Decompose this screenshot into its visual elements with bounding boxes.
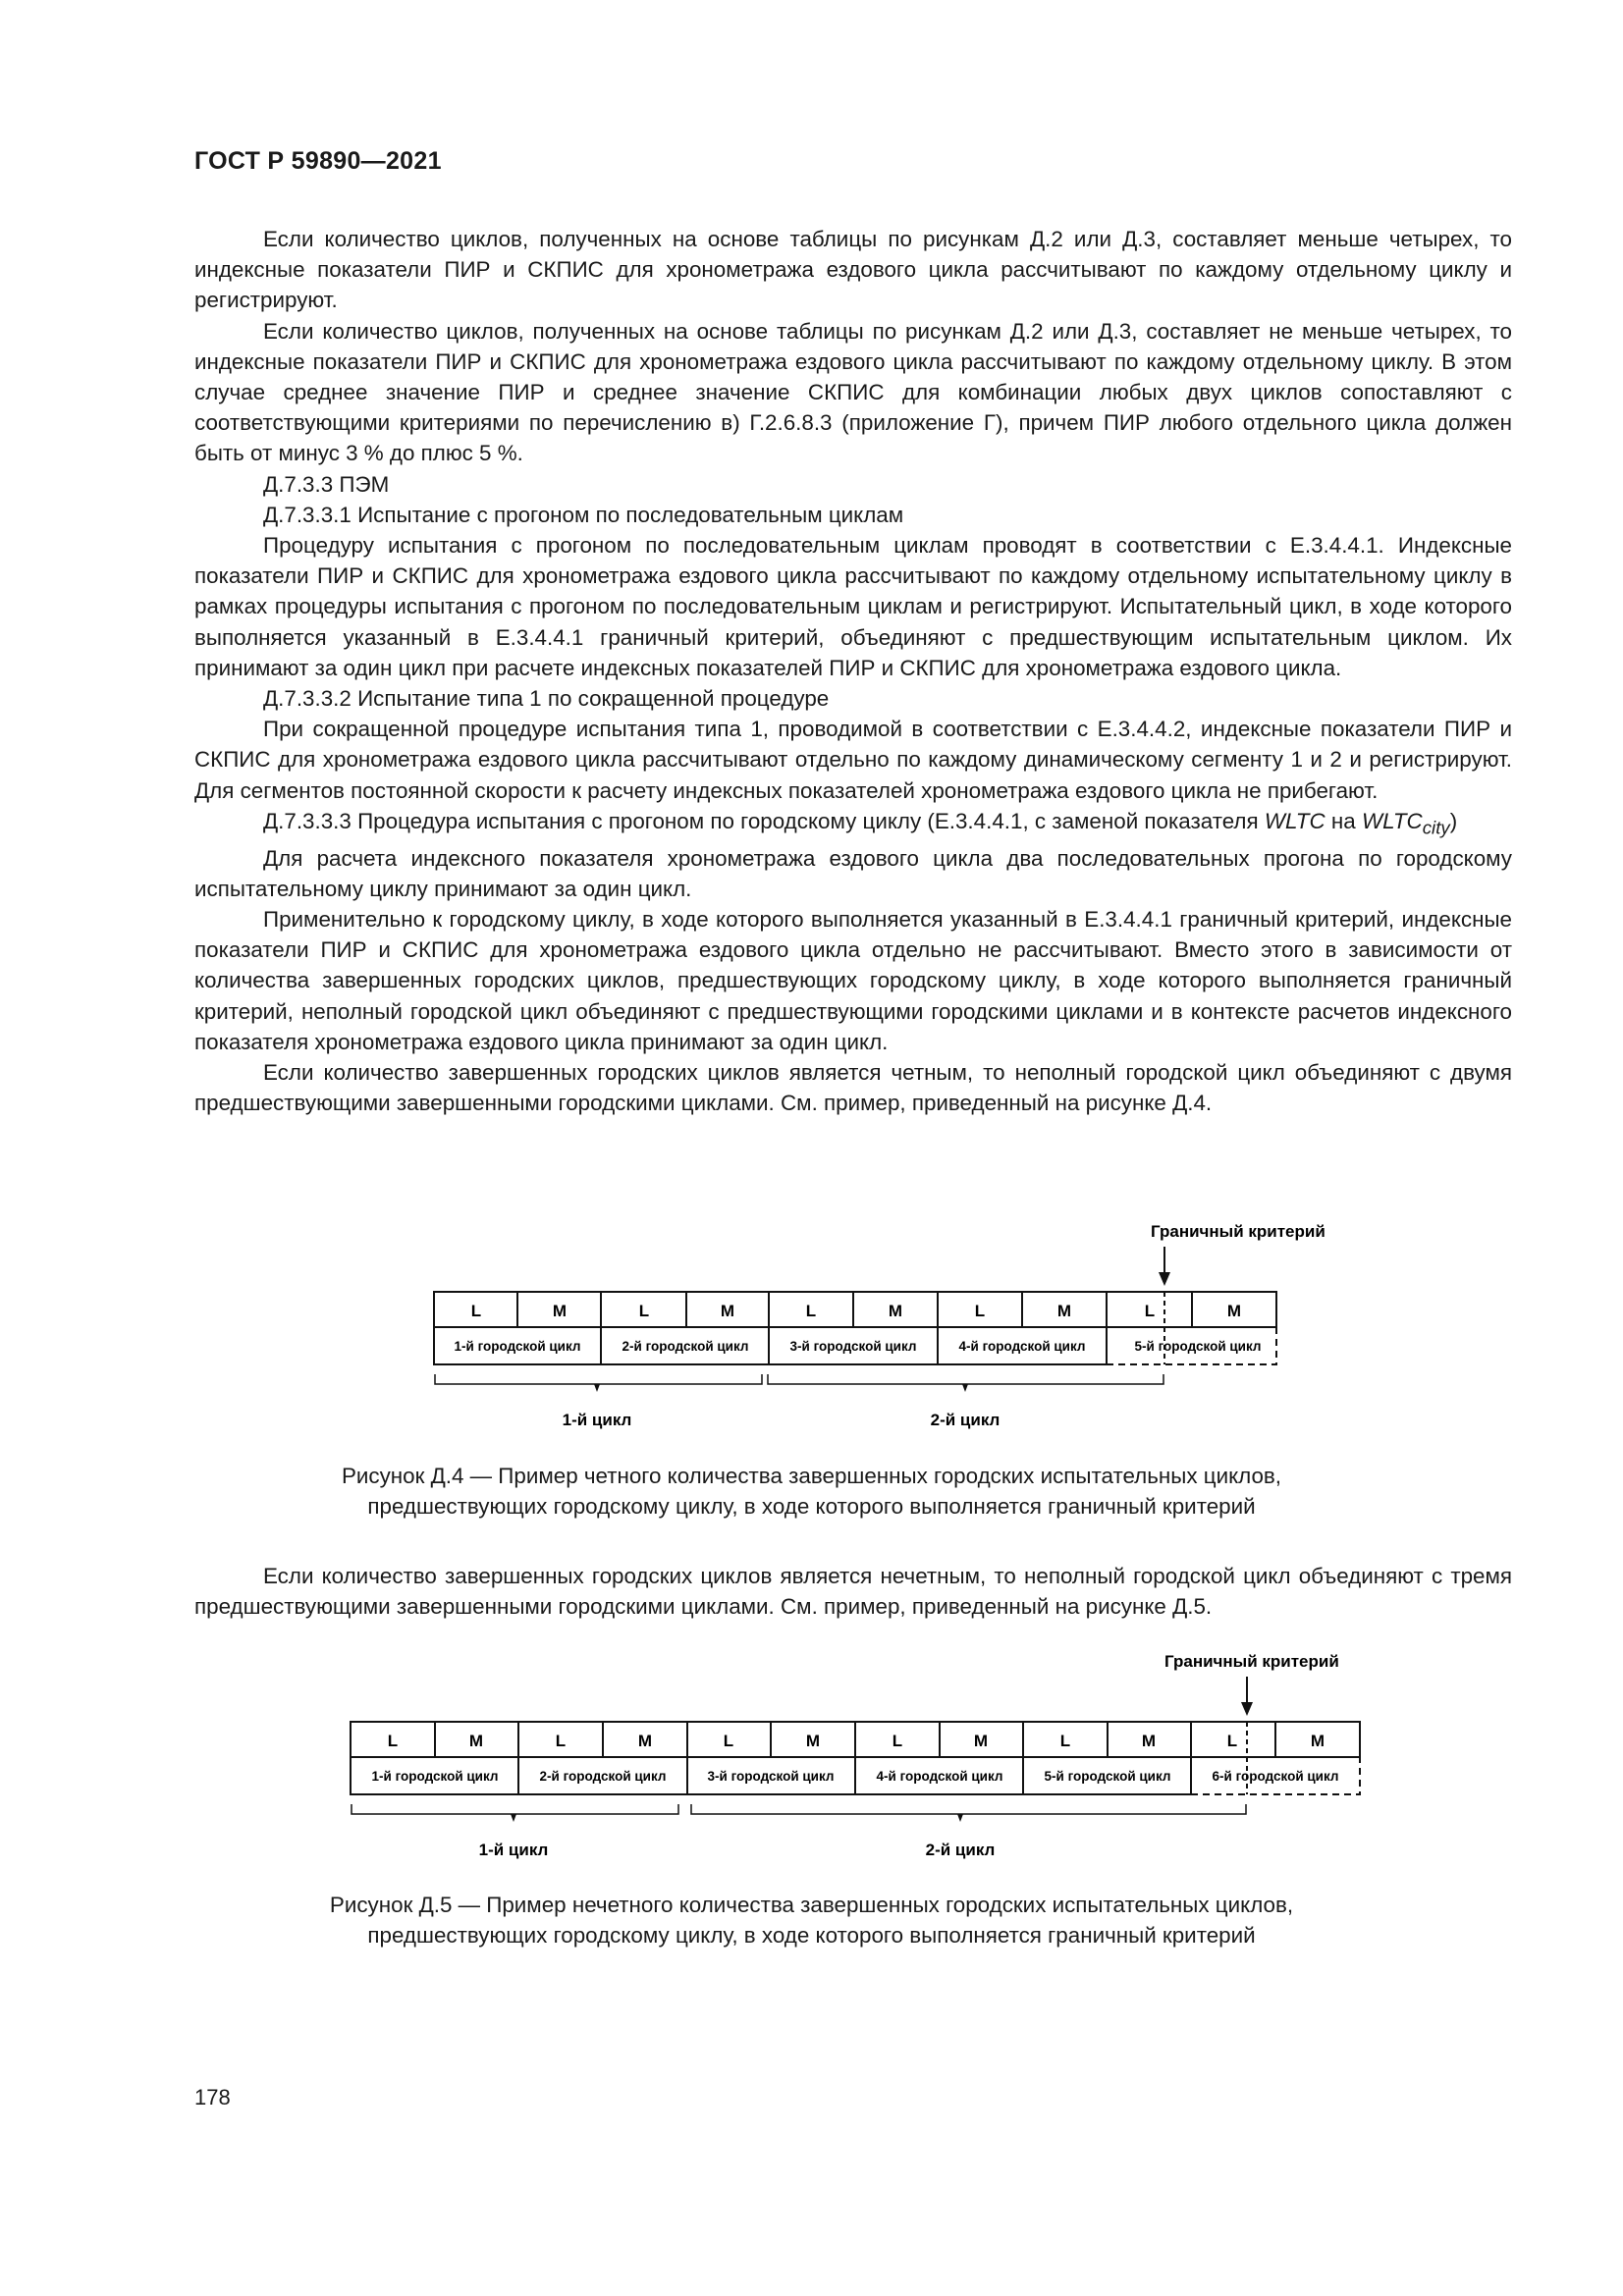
boundary-criterion-label: Граничный критерий: [1164, 1652, 1339, 1671]
phase-label: M: [1141, 1732, 1157, 1750]
cycle-label: 2-й городской цикл: [622, 1339, 749, 1354]
phase-label: M: [552, 1302, 568, 1320]
phase-label: M: [888, 1302, 903, 1320]
phase-label: L: [555, 1732, 567, 1750]
phase-label: L: [892, 1732, 903, 1750]
figure-d4-caption: [0, 1461, 1623, 1522]
caption-line: Рисунок Д.4 — Пример четного количества завершенных городских испытательных циклов,: [341, 1464, 1282, 1488]
cycle-label: 2-й городской цикл: [539, 1769, 667, 1784]
wltc-city-sub: city: [1422, 817, 1450, 838]
paragraph: Для расчета индексного показателя хронометража ездового цикла два последовательных прогона по городскому испытательному циклу принимают за один цикл.: [194, 845, 1512, 901]
phase-label: M: [973, 1732, 989, 1750]
wltc-city-base: WLTC: [1361, 808, 1423, 833]
group-bracket-1: [435, 1374, 762, 1384]
cycle-label: 1-й городской цикл: [371, 1769, 499, 1784]
group-label: 1-й цикл: [562, 1411, 632, 1429]
phase-label: M: [1056, 1302, 1072, 1320]
cycle-label: 3-й городской цикл: [789, 1339, 917, 1354]
cycle-label: 1-й городской цикл: [454, 1339, 581, 1354]
phase-label: M: [637, 1732, 653, 1750]
caption-line: Рисунок Д.5 — Пример нечетного количества завершенных городских испытательных циклов,: [329, 1893, 1294, 1917]
wltc-city-term: [1361, 808, 1450, 838]
phase-label: L: [470, 1302, 482, 1320]
phase-label: L: [387, 1732, 399, 1750]
paragraph: Применительно к городскому циклу, в ходе которого выполняется указанный в Е.3.4.4.1 граничный критерий, индексные показатели ПИР и СКПИС для хронометража ездового цикла отдельно не рассчитывают. Вместо этого в зависимости от количества завершенных городских циклов, предшествующих городскому циклу, в ходе которого выполняется граничный критерий, неполный городской цикл объединяют с предшествующими городскими циклами и в контексте расчетов индексного показателя хронометража ездового цикла принимают за один цикл.: [194, 906, 1512, 1054]
cycle-label: 4-й городской цикл: [876, 1769, 1003, 1784]
phase-label: M: [1226, 1302, 1242, 1320]
caption-line: предшествующих городскому циклу, в ходе которого выполняется граничный критерий: [367, 1494, 1256, 1519]
phase-label: M: [1310, 1732, 1325, 1750]
paragraph: Процедуру испытания с прогоном по последовательным циклам проводят в соответствии с Е.3.4.4.1. Индексные показатели ПИР и СКПИС для хронометража ездового цикла рассчитывают по каждому отдельному испытательному циклу в рамках процедуры испытания с прогоном по последовательным циклам и регистрируют. Испытательный цикл, в ходе которого выполняется указанный в Е.3.4.4.1 граничный критерий, объединяют с предшествующим испытательным циклом. Их принимают за один цикл при расчете индексных показателей ПИР и СКПИС для хронометража ездового цикла.: [194, 533, 1512, 680]
page-number: 178: [194, 2085, 231, 2109]
group-label: 2-й цикл: [930, 1411, 1001, 1429]
cycle-label: 4-й городской цикл: [958, 1339, 1086, 1354]
boundary-criterion-label: Граничный критерий: [1151, 1222, 1325, 1241]
caption-line: предшествующих городскому циклу, в ходе которого выполняется граничный критерий: [367, 1923, 1256, 1948]
wltc-term: WLTC: [1264, 808, 1325, 833]
cycle-label: 5-й городской цикл: [1134, 1339, 1262, 1354]
d7333-na: на: [1330, 808, 1356, 833]
group-label: 2-й цикл: [925, 1841, 996, 1859]
body-text: [194, 224, 1512, 1118]
group-bracket-2: [691, 1804, 1246, 1814]
group-bracket-2: [768, 1374, 1163, 1384]
phase-label: L: [1144, 1302, 1156, 1320]
cycle-label: 5-й городской цикл: [1044, 1769, 1171, 1784]
document-header: ГОСТ Р 59890—2021: [194, 147, 442, 175]
group-label: 1-й цикл: [478, 1841, 549, 1859]
section-heading: Д.7.3.3 ПЭМ: [263, 471, 390, 497]
phase-label: L: [638, 1302, 650, 1320]
group-bracket-1: [352, 1804, 678, 1814]
paragraph: При сокращенной процедуре испытания типа 1, проводимой в соответствии с Е.3.4.4.2, индексные показатели ПИР и СКПИС для хронометража ездового цикла рассчитывают отдельно по каждому динамическому сегменту 1 и 2 и регистрируют. Для сегментов постоянной скорости к расчету индексных показателей хронометража ездового цикла не прибегают.: [194, 717, 1512, 803]
figure-d5-caption: [0, 1890, 1623, 1950]
phase-label: L: [723, 1732, 734, 1750]
section-heading: Д.7.3.3.1 Испытание с прогоном по последовательным циклам: [263, 502, 904, 527]
phase-label: L: [974, 1302, 986, 1320]
boundary-arrow-icon: [1241, 1702, 1253, 1716]
paragraph: Если количество циклов, полученных на основе таблицы по рисункам Д.2 или Д.3, составляет не меньше четырех, то индексные показатели ПИР и СКПИС для хронометража ездового цикла рассчитывают по каждому отдельному циклу. В этом случае среднее значение ПИР и среднее значение СКПИС для комбинации любых двух циклов сопоставляют с соответствующими критериями по перечислению в) Г.2.6.8.3 (приложение Г), причем ПИР любого отдельного цикла должен быть от минус 3 % до плюс 5 %.: [194, 318, 1512, 466]
phase-label: L: [805, 1302, 817, 1320]
section-heading-d7333: [194, 806, 1512, 843]
d7333-text: Д.7.3.3.3 Процедура испытания с прогоном по городскому циклу (Е.3.4.4.1, с заменой показателя: [263, 808, 1259, 833]
phase-label: L: [1226, 1732, 1238, 1750]
mid-text: [194, 1561, 1512, 1622]
figure-d4-diagram: [0, 1207, 1623, 1443]
cycle-label: 3-й городской цикл: [707, 1769, 835, 1784]
phase-label: M: [468, 1732, 484, 1750]
phase-label: M: [720, 1302, 735, 1320]
cycle-label: 6-й городской цикл: [1212, 1769, 1339, 1784]
section-heading: Д.7.3.3.2 Испытание типа 1 по сокращенной процедуре: [263, 686, 830, 712]
paragraph: Если количество завершенных городских циклов является нечетным, то неполный городской цикл объединяют с тремя предшествующими завершенными городскими циклами. См. пример, приведенный на рисунке Д.5.: [194, 1564, 1512, 1620]
paragraph: Если количество циклов, полученных на основе таблицы по рисункам Д.2 или Д.3, составляет меньше четырех, то индексные показатели ПИР и СКПИС для хронометража ездового цикла рассчитывают по каждому отдельному циклу и регистрируют.: [194, 227, 1512, 313]
boundary-arrow-icon: [1159, 1272, 1170, 1286]
phase-label: L: [1059, 1732, 1071, 1750]
d7333-close: ): [1449, 808, 1458, 833]
phase-label: M: [805, 1732, 821, 1750]
paragraph: Если количество завершенных городских циклов является четным, то неполный городской цикл объединяют с двумя предшествующими завершенными городскими циклами. См. пример, приведенный на рисунке Д.4.: [194, 1059, 1512, 1116]
figure-d5-diagram: [0, 1637, 1623, 1873]
